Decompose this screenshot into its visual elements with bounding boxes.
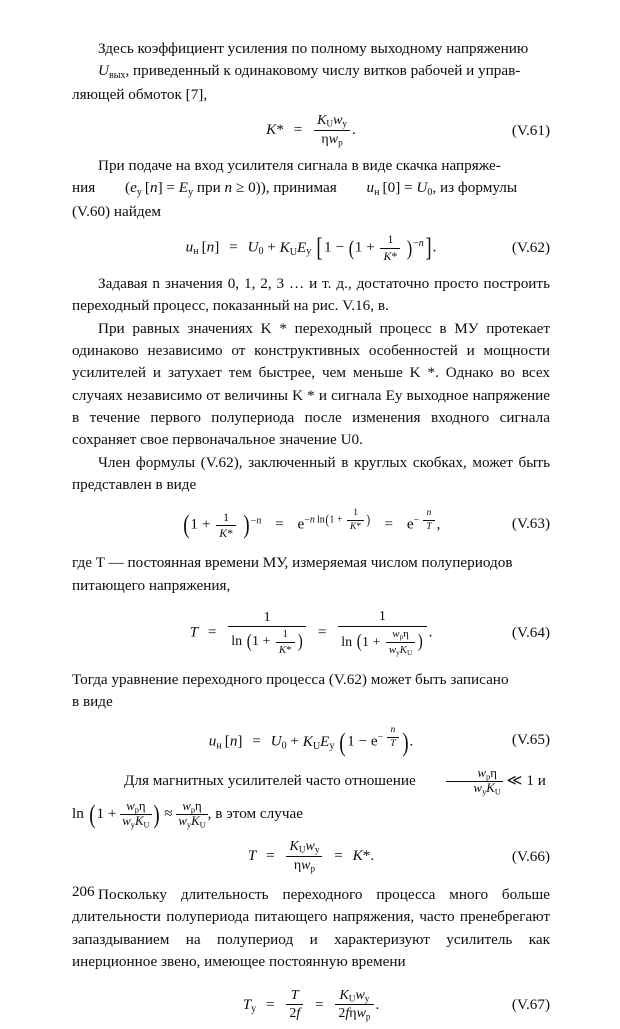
- equation-v62: [72, 233, 550, 263]
- paragraph-8: [72, 767, 550, 796]
- equation-v63-tag: (V.63): [511, 515, 550, 533]
- paragraph-2-line-2: ), принимая: [260, 179, 337, 197]
- paragraph-8-text-3: , в этом случае: [207, 805, 303, 823]
- paragraph-2-line-2b: , из формулы: [432, 179, 518, 197]
- paragraph-5: Член формулы (V.62), заключенный в круглых скобках, может быть представлен в виде: [72, 453, 550, 493]
- math-ratio-1: $\frac{w_р\eta}{w_уK_U}$ ≪ 1: [420, 767, 534, 796]
- paragraph-1-line-2: , приведенный к одинаковому числу витков рабочей и управ-: [125, 62, 521, 80]
- equation-v65: [72, 725, 550, 757]
- paragraph-6-line-2: питающего напряжения,: [72, 576, 231, 594]
- equation-v67: [72, 988, 550, 1023]
- paragraph-2: При подаче на вход усилителя сигнала в виде скачка напряже- ния ($e_у$ $[n] = E_у$ при n ≥ 0)), принимая $u_н$ $[0] = U_0$, из формулы (V.60) найдем: [72, 157, 518, 220]
- math-inline-2: $u_н$ $[0] = U_0$: [366, 179, 433, 199]
- paragraph-9: Поскольку длительность переходного процесса много больше длительности полупериода питающего напряжения, часто пренебрегают запаздыванием на полупериод и характеризуют усилитель как инерционное звено, имеющее постоянную времени: [72, 886, 550, 971]
- equation-v64: [72, 609, 550, 657]
- equation-v66-body: T = $\frac{K_Uw_у}{\eta w_р}$ = K*.: [247, 839, 375, 874]
- paragraph-4: При равных значениях K * переходный процесс в МУ протекает одинаково независимо от конструктивных особенностей и мощности усилителей и затухает тем быстрее, чем меньше K *. Однако во всех случаях независимо от величины K * и сигнала Eу выходное напряжение в течение первого полупериода после изменения входного сигнала сохраняет свое первоначальное значение U0.: [72, 319, 550, 449]
- paragraph-8-line-2: [72, 800, 550, 829]
- equation-v63: [72, 508, 550, 540]
- page-content: [72, 38, 550, 1029]
- equation-v66-tag: (V.66): [511, 847, 550, 865]
- equation-v61-body: K* = $\frac{K_Uw_у}{\eta w_р}$ .: [266, 113, 356, 148]
- paragraph-2-line-1: При подаче на вход усилителя сигнала в виде скачка напряже-: [98, 157, 501, 175]
- paragraph-7: [72, 669, 550, 714]
- equation-v65-body: $u_н$ $[n] = U_0 + K_UE_у$ (1 − e− $\frac{n}{T}$ ).: [208, 725, 414, 757]
- paragraph-1-line-1: Здесь коэффициент усиления по полному выходному напряжению: [98, 40, 529, 57]
- equation-v67-body: $T_у$ = $\frac{T}{2f}$ = $\frac{K_Uw_у}{2f\eta w_р}$ .: [242, 987, 380, 1022]
- equation-v64-tag: (V.64): [511, 623, 550, 641]
- equation-v62-tag: (V.62): [511, 239, 550, 257]
- equation-v66: [72, 839, 550, 874]
- equation-v61-tag: (V.61): [511, 121, 550, 139]
- paragraph-7-line-2: в виде: [72, 693, 113, 711]
- equation-v64-body: T = 1 ln (1 + $\frac{1}{K*}$ ) = 1 ln (1 + $\frac{w_р\eta}{w_уK_U}$ ) .: [189, 608, 433, 657]
- equation-v61: [72, 113, 550, 148]
- equation-v65-tag: (V.65): [511, 731, 550, 749]
- paragraph-1-line-3: ляющей обмоток [7],: [72, 85, 208, 103]
- paragraph-6: [72, 552, 550, 597]
- paragraph-1: [72, 38, 550, 106]
- paragraph-8-text-2: и: [537, 771, 546, 789]
- paragraph-6-line-1: где T — постоянная времени МУ, измеряемая числом полупериодов: [72, 554, 513, 572]
- math-ln-approx: ln (1 + $\frac{w_р\eta}{w_уK_U}$ ) ≈ $\frac{w_р\eta}{w_уK_U}$: [72, 798, 206, 830]
- paragraph-8-text-1: Для магнитных усилителей часто отношение: [124, 771, 416, 789]
- equation-v63-body: (1 + $\frac{1}{K*}$ )$^{-n}$ = e−n ln(1 + $\frac{1}{K*}$ ) = e− $\frac{n}{T}$ ,: [182, 508, 441, 540]
- equation-v62-body: $u_н$ $[n] = U_0 + K_UE_у$ [1 − (1 + $\frac{1}{K*}$ )$^{-n}$].: [185, 232, 437, 263]
- symbol-u-out: $U_{вых}$: [98, 62, 126, 82]
- paragraph-2-line-3: (V.60) найдем: [72, 202, 161, 220]
- math-inline-1: ($e_у$ $[n] = E_у$ при n ≥ 0): [125, 179, 261, 199]
- paragraph-7-line-1: Тогда уравнение переходного процесса (V.62) может быть записано: [72, 670, 509, 688]
- paragraph-3: Задавая n значения 0, 1, 2, 3 … и т. д., достаточно просто построить переходный процесс, показанный на рис. V.16, в.: [72, 274, 550, 315]
- equation-v67-tag: (V.67): [511, 996, 550, 1014]
- page-number: 206: [72, 884, 95, 900]
